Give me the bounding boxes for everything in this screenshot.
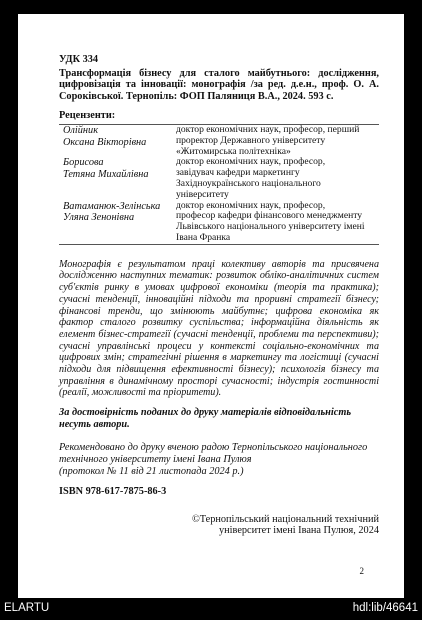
recommendation-text (59, 442, 379, 477)
reviewer-name (59, 157, 176, 200)
copyright-line-1: ©Тернопільський національний технічний (191, 513, 379, 525)
copyright-notice (59, 514, 379, 537)
reviewer-description-line: доктор економічних наук, професор, (176, 156, 326, 168)
reviewers-heading: Рецензенти: (59, 110, 116, 122)
reviewer-description (176, 201, 379, 244)
reviewer-description-line: завідувач кафедри маркетингу (176, 167, 300, 179)
reviewer-name-line: Ватаманюк-Зелінська (63, 200, 161, 212)
reviewer-description-line: Західноукраїнського національного (176, 177, 321, 189)
annotation-text: Монографія є результатом праці колективу авторів та присвячена дослідженню наступних тематик: розвиток обліко-аналітичних систем суб'єктів ринку в умовах цифрової економіки (теорія та практика); сучасні тенденції, інноваційні підходи та проривні стратегії бізнесу; фінансові тренди, що змінюють майбутнє; цифрова економіка як фактор сталого розвитку суспільства; інформаційна діяльність як елемент бізнес-стратегії (сучасні тенденції, проблеми та перспективи); сучасні управлінські процеси у контексті соціально-економічних та цифрових змін; стратегічні рішення в маркетингу та логістиці (сучасні підходи для підвищення ефективності бізнесу); психологія бізнесу та управління в динамічному просторі сучасності; індустрія гостинності (реалії, можливості та пріоритети). (59, 258, 379, 399)
reviewer-name-line: Уляна Зенонівна (63, 212, 135, 224)
reviewer-description (176, 157, 379, 200)
reviewer-name (59, 201, 176, 244)
reviewer-description (176, 125, 379, 157)
reviewer-name-line: Тетяна Михайлівна (63, 168, 149, 180)
reviewer-description-line: доктор економічних наук, професор, (176, 199, 326, 211)
reviewer-row (59, 201, 379, 244)
handle-label[interactable]: hdl:lib/46641 (352, 602, 418, 614)
protocol-line: (протокол № 11 від 21 листопада 2024 р.) (59, 465, 244, 477)
recommendation-line: Рекомендовано до друку вченою радою Тернопільського національного технічного університету імені Івана Пулюя (59, 442, 368, 465)
repository-label: ELARTU (4, 602, 50, 614)
footer-bar (4, 602, 418, 614)
udk-code: УДК 334 (59, 54, 99, 65)
reviewer-description-line: професор кафедри фінансового менеджменту (176, 210, 363, 222)
reviewer-description-line: Львівського національного університету імені (176, 221, 365, 233)
reviewers-block (59, 124, 379, 245)
reviewer-description-line: університету (176, 188, 229, 200)
reviewer-description-line: доктор економічних наук, професор, перший (176, 123, 360, 135)
page-number: 2 (359, 566, 364, 576)
copyright-line-2: університет імені Івана Пулюя, 2024 (219, 525, 379, 537)
reviewer-description-line: Івана Франка (176, 231, 231, 243)
content-block (59, 54, 379, 537)
reviewer-name-line: Борисова (63, 157, 104, 169)
reviewer-name-line: Олійник (63, 124, 99, 136)
bibliographic-description: Трансформація бізнесу для сталого майбутнього: дослідження, цифровізація та інновації: монографія /за ред. д.е.н., проф. О. А. Сороківської. Тернопіль: ФОП Паляниця В.А., 2024. 593 с. (59, 67, 379, 102)
reviewer-description-line: проректор Державного університету (176, 134, 326, 146)
responsibility-note: За достовірність поданих до друку матеріалів відповідальність несуть автори. (59, 407, 352, 430)
isbn: ISBN 978-617-7875-86-3 (59, 486, 167, 498)
reviewer-name (59, 125, 176, 157)
reviewer-row (59, 157, 379, 200)
reviewer-row (59, 125, 379, 157)
document-page (18, 14, 404, 598)
reviewer-name-line: Оксана Вікторівна (63, 136, 147, 148)
reviewer-description-line: «Житомирська політехніка» (176, 145, 291, 157)
